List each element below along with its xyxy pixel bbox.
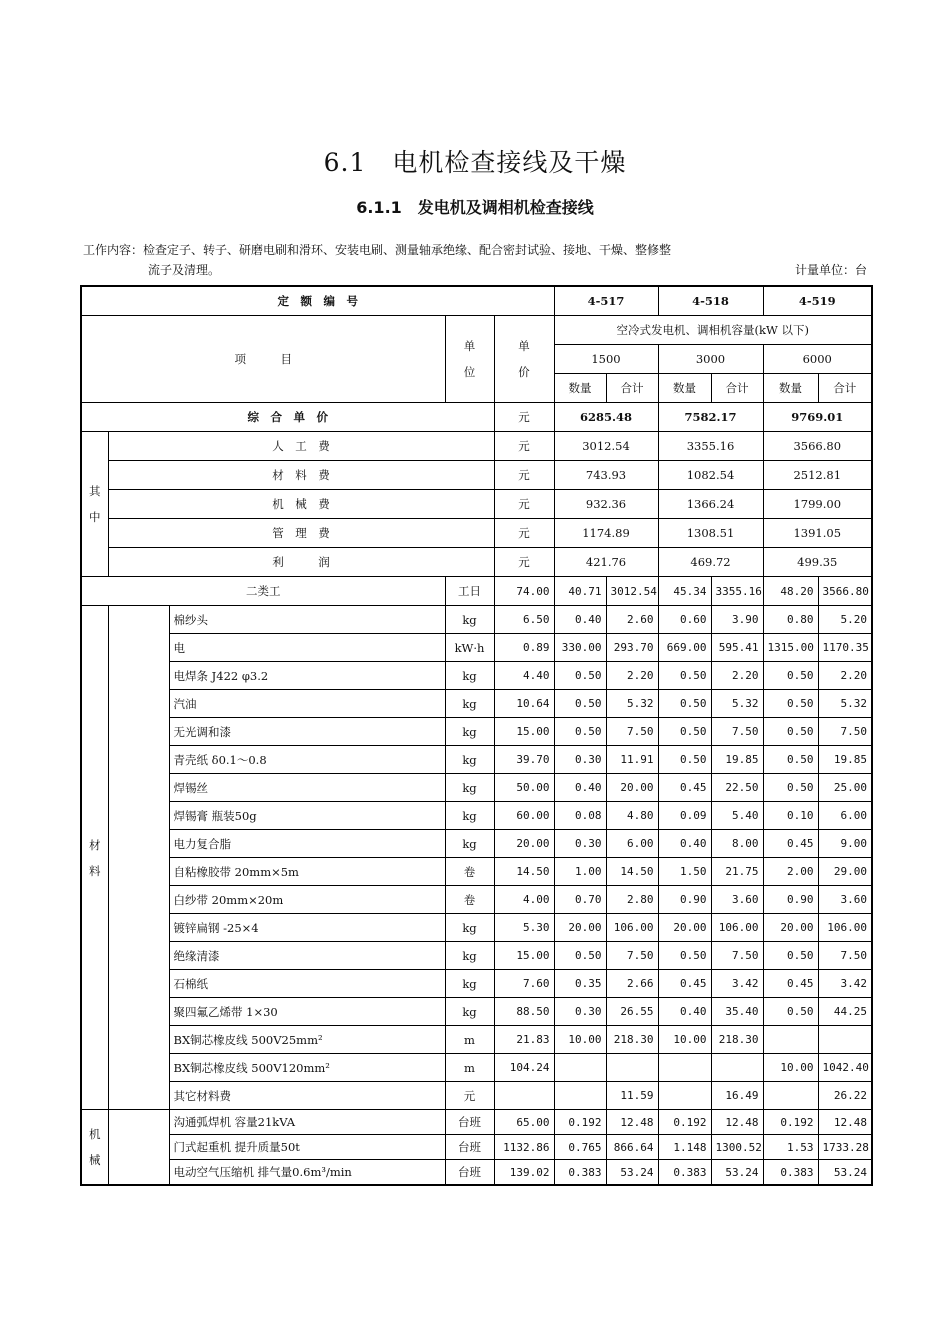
material-cell xyxy=(818,1026,872,1054)
material-cell: 1170.35 xyxy=(818,634,872,662)
materials-label: 材 料 xyxy=(89,837,101,878)
price-header-text: 单 价 xyxy=(518,339,530,379)
material-cell: 0.45 xyxy=(763,830,818,858)
quota-code: 4-517 xyxy=(554,286,658,316)
material-cell: 2.00 xyxy=(763,858,818,886)
material-cell: 0.50 xyxy=(763,718,818,746)
material-unit: m xyxy=(445,1054,494,1082)
material-cell xyxy=(658,1054,711,1082)
quota-code: 4-519 xyxy=(763,286,872,316)
material-price: 6.50 xyxy=(494,606,554,634)
material-cell: 2.66 xyxy=(606,970,658,998)
materials-label-cell xyxy=(81,606,108,1110)
machinery-cell: 1300.52 xyxy=(711,1135,763,1160)
material-unit: kg xyxy=(445,998,494,1026)
labor-price: 74.00 xyxy=(494,577,554,606)
material-cell: 218.30 xyxy=(606,1026,658,1054)
material-name: 电焊条 J422 φ3.2 xyxy=(169,662,445,690)
material-cell xyxy=(763,1082,818,1110)
material-unit: 卷 xyxy=(445,858,494,886)
materials-spacer xyxy=(108,606,169,1110)
breakdown-name: 管 理 费 xyxy=(108,519,494,548)
material-cell: 2.60 xyxy=(606,606,658,634)
sum-header: 合计 xyxy=(606,374,658,403)
material-cell: 26.22 xyxy=(818,1082,872,1110)
material-name: 青壳纸 δ0.1～0.8 xyxy=(169,746,445,774)
material-cell: 0.50 xyxy=(658,718,711,746)
material-cell: 0.08 xyxy=(554,802,606,830)
material-cell: 0.50 xyxy=(658,746,711,774)
material-price: 104.24 xyxy=(494,1054,554,1082)
price-header xyxy=(494,316,554,403)
material-price: 0.89 xyxy=(494,634,554,662)
material-cell: 0.45 xyxy=(658,774,711,802)
material-cell: 10.00 xyxy=(658,1026,711,1054)
machinery-cell: 0.192 xyxy=(554,1110,606,1135)
machinery-row xyxy=(81,1160,872,1186)
material-cell xyxy=(658,1082,711,1110)
unit-header-text: 单 位 xyxy=(463,339,476,379)
machinery-unit: 台班 xyxy=(445,1135,494,1160)
material-cell: 218.30 xyxy=(711,1026,763,1054)
machinery-cell: 0.383 xyxy=(763,1160,818,1186)
material-cell: 595.41 xyxy=(711,634,763,662)
material-cell: 16.49 xyxy=(711,1082,763,1110)
material-row xyxy=(81,970,872,998)
material-unit: kg xyxy=(445,746,494,774)
material-row xyxy=(81,858,872,886)
breakdown-value: 3355.16 xyxy=(658,432,763,461)
material-name: 无光调和漆 xyxy=(169,718,445,746)
material-cell: 7.50 xyxy=(606,718,658,746)
machinery-unit: 台班 xyxy=(445,1160,494,1186)
material-name: 焊锡膏 瓶装50g xyxy=(169,802,445,830)
material-cell: 0.09 xyxy=(658,802,711,830)
material-price: 15.00 xyxy=(494,718,554,746)
material-name: 焊锡丝 xyxy=(169,774,445,802)
material-price: 14.50 xyxy=(494,858,554,886)
material-cell: 0.50 xyxy=(554,718,606,746)
labor-cell: 3355.16 xyxy=(711,577,763,606)
material-cell: 2.20 xyxy=(711,662,763,690)
machinery-cell: 0.192 xyxy=(658,1110,711,1135)
material-cell: 20.00 xyxy=(554,914,606,942)
material-unit: kg xyxy=(445,942,494,970)
labor-cell: 40.71 xyxy=(554,577,606,606)
material-row xyxy=(81,634,872,662)
composite-price-row xyxy=(81,403,872,432)
capacity-cell: 1500 xyxy=(554,345,658,374)
machinery-name: 电动空气压缩机 排气量0.6m³/min xyxy=(169,1160,445,1186)
quota-table xyxy=(80,285,873,1186)
machinery-section xyxy=(81,1110,872,1186)
measurement-unit-note: 计量单位：台 xyxy=(794,263,867,277)
material-cell: 10.00 xyxy=(554,1026,606,1054)
composite-label: 综 合 单 价 xyxy=(81,403,494,432)
material-unit: kg xyxy=(445,718,494,746)
machinery-cell: 0.765 xyxy=(554,1135,606,1160)
work-content-line1: 工作内容：检查定子、转子、研磨电刷和滑环、安装电刷、测量轴承绝缘、配合密封试验、接地、干燥、整修整 xyxy=(83,243,672,257)
machinery-cell: 0.383 xyxy=(554,1160,606,1186)
material-unit: kg xyxy=(445,830,494,858)
among-label-cell xyxy=(81,432,108,577)
section-title: 6.1 电机检查接线及干燥 xyxy=(323,148,627,177)
breakdown-value: 2512.81 xyxy=(763,461,872,490)
material-unit: kW·h xyxy=(445,634,494,662)
material-cell: 0.50 xyxy=(763,662,818,690)
breakdown-value: 1082.54 xyxy=(658,461,763,490)
material-row xyxy=(81,886,872,914)
breakdown-unit: 元 xyxy=(494,432,554,461)
material-cell: 2.20 xyxy=(606,662,658,690)
material-unit: kg xyxy=(445,914,494,942)
material-cell: 330.00 xyxy=(554,634,606,662)
labor-section xyxy=(81,577,872,606)
machinery-cell: 1.53 xyxy=(763,1135,818,1160)
material-cell: 25.00 xyxy=(818,774,872,802)
breakdown-value: 1308.51 xyxy=(658,519,763,548)
breakdown-value: 932.36 xyxy=(554,490,658,519)
subsection-title: 6.1.1 发电机及调相机检查接线 xyxy=(356,198,594,217)
material-cell: 0.50 xyxy=(763,690,818,718)
breakdown-name: 人 工 费 xyxy=(108,432,494,461)
material-name: 汽油 xyxy=(169,690,445,718)
machinery-price: 65.00 xyxy=(494,1110,554,1135)
material-row xyxy=(81,774,872,802)
material-cell: 44.25 xyxy=(818,998,872,1026)
material-cell xyxy=(606,1054,658,1082)
machinery-cell: 53.24 xyxy=(818,1160,872,1186)
material-price: 7.60 xyxy=(494,970,554,998)
material-price: 21.83 xyxy=(494,1026,554,1054)
material-cell: 0.50 xyxy=(763,998,818,1026)
material-cell: 0.10 xyxy=(763,802,818,830)
quota-number-label: 定 额 编 号 xyxy=(81,286,554,316)
machinery-cell: 1.148 xyxy=(658,1135,711,1160)
material-cell: 0.50 xyxy=(658,690,711,718)
machinery-cell: 12.48 xyxy=(818,1110,872,1135)
material-name: BX铜芯橡皮线 500V120mm² xyxy=(169,1054,445,1082)
material-cell: 7.50 xyxy=(711,942,763,970)
breakdown-row xyxy=(81,461,872,490)
machinery-cell: 12.48 xyxy=(606,1110,658,1135)
sum-header: 合计 xyxy=(711,374,763,403)
item-header: 项 目 xyxy=(81,316,445,403)
among-label: 其 中 xyxy=(89,484,101,524)
material-cell: 0.30 xyxy=(554,830,606,858)
material-cell: 0.50 xyxy=(763,942,818,970)
machinery-row xyxy=(81,1110,872,1135)
material-unit: kg xyxy=(445,970,494,998)
material-price: 10.64 xyxy=(494,690,554,718)
material-cell: 22.50 xyxy=(711,774,763,802)
quota-code: 4-518 xyxy=(658,286,763,316)
capacity-cell: 6000 xyxy=(763,345,872,374)
material-row xyxy=(81,1082,872,1110)
material-cell: 6.00 xyxy=(818,802,872,830)
breakdown-value: 3012.54 xyxy=(554,432,658,461)
material-cell: 0.50 xyxy=(554,662,606,690)
material-cell: 9.00 xyxy=(818,830,872,858)
material-name: BX铜芯橡皮线 500V25mm² xyxy=(169,1026,445,1054)
material-cell: 0.50 xyxy=(554,690,606,718)
material-cell: 19.85 xyxy=(711,746,763,774)
composite-unit: 元 xyxy=(494,403,554,432)
machinery-cell: 53.24 xyxy=(606,1160,658,1186)
machinery-cell: 866.64 xyxy=(606,1135,658,1160)
material-cell: 20.00 xyxy=(606,774,658,802)
material-cell: 1.50 xyxy=(658,858,711,886)
material-cell: 10.00 xyxy=(763,1054,818,1082)
material-cell: 0.35 xyxy=(554,970,606,998)
machinery-name: 沟通弧焊机 容量21kVA xyxy=(169,1110,445,1135)
machinery-cell: 1733.28 xyxy=(818,1135,872,1160)
group-title: 空冷式发电机、调相机容量(kW 以下) xyxy=(554,316,872,345)
material-price: 60.00 xyxy=(494,802,554,830)
material-cell: 0.40 xyxy=(658,998,711,1026)
breakdown-row xyxy=(81,432,872,461)
material-row xyxy=(81,942,872,970)
material-cell: 3.60 xyxy=(711,886,763,914)
material-cell: 0.40 xyxy=(554,774,606,802)
machinery-price: 1132.86 xyxy=(494,1135,554,1160)
material-price: 50.00 xyxy=(494,774,554,802)
breakdown-unit: 元 xyxy=(494,519,554,548)
material-cell: 293.70 xyxy=(606,634,658,662)
labor-cell: 3012.54 xyxy=(606,577,658,606)
material-name: 棉纱头 xyxy=(169,606,445,634)
machinery-cell: 0.383 xyxy=(658,1160,711,1186)
material-name: 白纱带 20mm×20m xyxy=(169,886,445,914)
material-row xyxy=(81,998,872,1026)
material-cell: 7.50 xyxy=(606,942,658,970)
material-cell xyxy=(763,1026,818,1054)
breakdown-row xyxy=(81,548,872,577)
material-cell: 3.90 xyxy=(711,606,763,634)
material-price: 88.50 xyxy=(494,998,554,1026)
material-cell: 106.00 xyxy=(818,914,872,942)
material-cell: 0.40 xyxy=(658,830,711,858)
breakdown-name: 利 润 xyxy=(108,548,494,577)
machinery-name: 门式起重机 提升质量50t xyxy=(169,1135,445,1160)
material-cell: 20.00 xyxy=(658,914,711,942)
material-cell xyxy=(554,1054,606,1082)
breakdown-value: 3566.80 xyxy=(763,432,872,461)
material-unit: 元 xyxy=(445,1082,494,1110)
unit-header xyxy=(445,316,494,403)
work-content-line2: 流子及清理。 xyxy=(148,263,221,277)
material-cell: 669.00 xyxy=(658,634,711,662)
material-cell: 21.75 xyxy=(711,858,763,886)
material-cell: 5.40 xyxy=(711,802,763,830)
material-cell: 0.90 xyxy=(763,886,818,914)
material-price: 39.70 xyxy=(494,746,554,774)
material-cell: 5.20 xyxy=(818,606,872,634)
breakdown-value: 469.72 xyxy=(658,548,763,577)
material-cell: 1.00 xyxy=(554,858,606,886)
material-cell: 7.50 xyxy=(818,942,872,970)
qty-header: 数量 xyxy=(658,374,711,403)
material-cell: 7.50 xyxy=(711,718,763,746)
labor-unit: 工日 xyxy=(445,577,494,606)
machinery-row xyxy=(81,1135,872,1160)
labor-name: 二类工 xyxy=(81,577,445,606)
material-cell: 0.50 xyxy=(763,746,818,774)
material-cell: 106.00 xyxy=(606,914,658,942)
material-cell: 26.55 xyxy=(606,998,658,1026)
material-name: 自粘橡胶带 20mm×5m xyxy=(169,858,445,886)
quota-number-row xyxy=(81,286,872,316)
material-unit: kg xyxy=(445,690,494,718)
material-cell: 5.32 xyxy=(818,690,872,718)
material-cell: 0.30 xyxy=(554,746,606,774)
material-cell: 0.60 xyxy=(658,606,711,634)
labor-cell: 3566.80 xyxy=(818,577,872,606)
machinery-cell: 12.48 xyxy=(711,1110,763,1135)
material-cell: 3.42 xyxy=(711,970,763,998)
material-cell: 1042.40 xyxy=(818,1054,872,1082)
machinery-spacer xyxy=(108,1110,169,1186)
composite-value: 7582.17 xyxy=(658,403,763,432)
material-cell: 11.59 xyxy=(606,1082,658,1110)
material-cell: 0.70 xyxy=(554,886,606,914)
material-row xyxy=(81,746,872,774)
qty-header: 数量 xyxy=(763,374,818,403)
breakdown-unit: 元 xyxy=(494,490,554,519)
material-row xyxy=(81,690,872,718)
material-row xyxy=(81,662,872,690)
material-price xyxy=(494,1082,554,1110)
material-cell: 106.00 xyxy=(711,914,763,942)
machinery-cell: 53.24 xyxy=(711,1160,763,1186)
breakdown-name: 材 料 费 xyxy=(108,461,494,490)
material-unit: kg xyxy=(445,774,494,802)
breakdown-value: 1174.89 xyxy=(554,519,658,548)
material-cell: 3.42 xyxy=(818,970,872,998)
material-cell xyxy=(554,1082,606,1110)
material-cell: 0.50 xyxy=(658,662,711,690)
sum-header: 合计 xyxy=(818,374,872,403)
machinery-price: 139.02 xyxy=(494,1160,554,1186)
material-cell: 5.32 xyxy=(711,690,763,718)
material-cell: 19.85 xyxy=(818,746,872,774)
material-row xyxy=(81,1054,872,1082)
breakdown-value: 1799.00 xyxy=(763,490,872,519)
material-row xyxy=(81,718,872,746)
header-row-group xyxy=(81,316,872,345)
material-row xyxy=(81,606,872,634)
breakdown-value: 1366.24 xyxy=(658,490,763,519)
material-cell: 2.80 xyxy=(606,886,658,914)
material-cell: 0.45 xyxy=(658,970,711,998)
material-cell: 1315.00 xyxy=(763,634,818,662)
breakdown-value: 499.35 xyxy=(763,548,872,577)
material-unit: kg xyxy=(445,802,494,830)
material-cell: 4.80 xyxy=(606,802,658,830)
material-cell: 0.50 xyxy=(554,942,606,970)
labor-row xyxy=(81,577,872,606)
material-row xyxy=(81,914,872,942)
composite-value: 6285.48 xyxy=(554,403,658,432)
material-cell: 5.32 xyxy=(606,690,658,718)
material-cell: 7.50 xyxy=(818,718,872,746)
material-row xyxy=(81,1026,872,1054)
material-cell: 0.50 xyxy=(658,942,711,970)
material-cell: 0.90 xyxy=(658,886,711,914)
material-name: 聚四氟乙烯带 1×30 xyxy=(169,998,445,1026)
breakdown-row xyxy=(81,519,872,548)
labor-cell: 48.20 xyxy=(763,577,818,606)
material-cell: 0.80 xyxy=(763,606,818,634)
material-cell: 3.60 xyxy=(818,886,872,914)
material-cell: 11.91 xyxy=(606,746,658,774)
material-unit: kg xyxy=(445,662,494,690)
material-cell: 35.40 xyxy=(711,998,763,1026)
material-cell: 29.00 xyxy=(818,858,872,886)
material-row xyxy=(81,802,872,830)
breakdown-value: 743.93 xyxy=(554,461,658,490)
material-price: 5.30 xyxy=(494,914,554,942)
material-unit: m xyxy=(445,1026,494,1054)
breakdown-value: 1391.05 xyxy=(763,519,872,548)
machinery-cell: 0.192 xyxy=(763,1110,818,1135)
material-cell: 0.40 xyxy=(554,606,606,634)
material-row xyxy=(81,830,872,858)
material-name: 电力复合脂 xyxy=(169,830,445,858)
material-cell: 0.30 xyxy=(554,998,606,1026)
material-name: 电 xyxy=(169,634,445,662)
material-cell: 0.45 xyxy=(763,970,818,998)
breakdown-value: 421.76 xyxy=(554,548,658,577)
material-name: 绝缘清漆 xyxy=(169,942,445,970)
composite-value: 9769.01 xyxy=(763,403,872,432)
material-name: 石棉纸 xyxy=(169,970,445,998)
materials-section xyxy=(81,606,872,1110)
material-price: 4.40 xyxy=(494,662,554,690)
breakdown-section xyxy=(81,432,872,577)
material-cell xyxy=(711,1054,763,1082)
material-unit: 卷 xyxy=(445,886,494,914)
material-cell: 0.50 xyxy=(763,774,818,802)
breakdown-name: 机 械 费 xyxy=(108,490,494,519)
material-cell: 8.00 xyxy=(711,830,763,858)
machinery-label-cell xyxy=(81,1110,108,1186)
breakdown-unit: 元 xyxy=(494,461,554,490)
material-cell: 20.00 xyxy=(763,914,818,942)
capacity-cell: 3000 xyxy=(658,345,763,374)
material-unit: kg xyxy=(445,606,494,634)
qty-header: 数量 xyxy=(554,374,606,403)
labor-cell: 45.34 xyxy=(658,577,711,606)
machinery-unit: 台班 xyxy=(445,1110,494,1135)
material-price: 20.00 xyxy=(494,830,554,858)
material-price: 4.00 xyxy=(494,886,554,914)
breakdown-row xyxy=(81,490,872,519)
material-name: 镀锌扁钢 -25×4 xyxy=(169,914,445,942)
machinery-label: 机 械 xyxy=(89,1127,101,1167)
breakdown-unit: 元 xyxy=(494,548,554,577)
material-name: 其它材料费 xyxy=(169,1082,445,1110)
material-cell: 6.00 xyxy=(606,830,658,858)
material-cell: 2.20 xyxy=(818,662,872,690)
material-price: 15.00 xyxy=(494,942,554,970)
material-cell: 14.50 xyxy=(606,858,658,886)
